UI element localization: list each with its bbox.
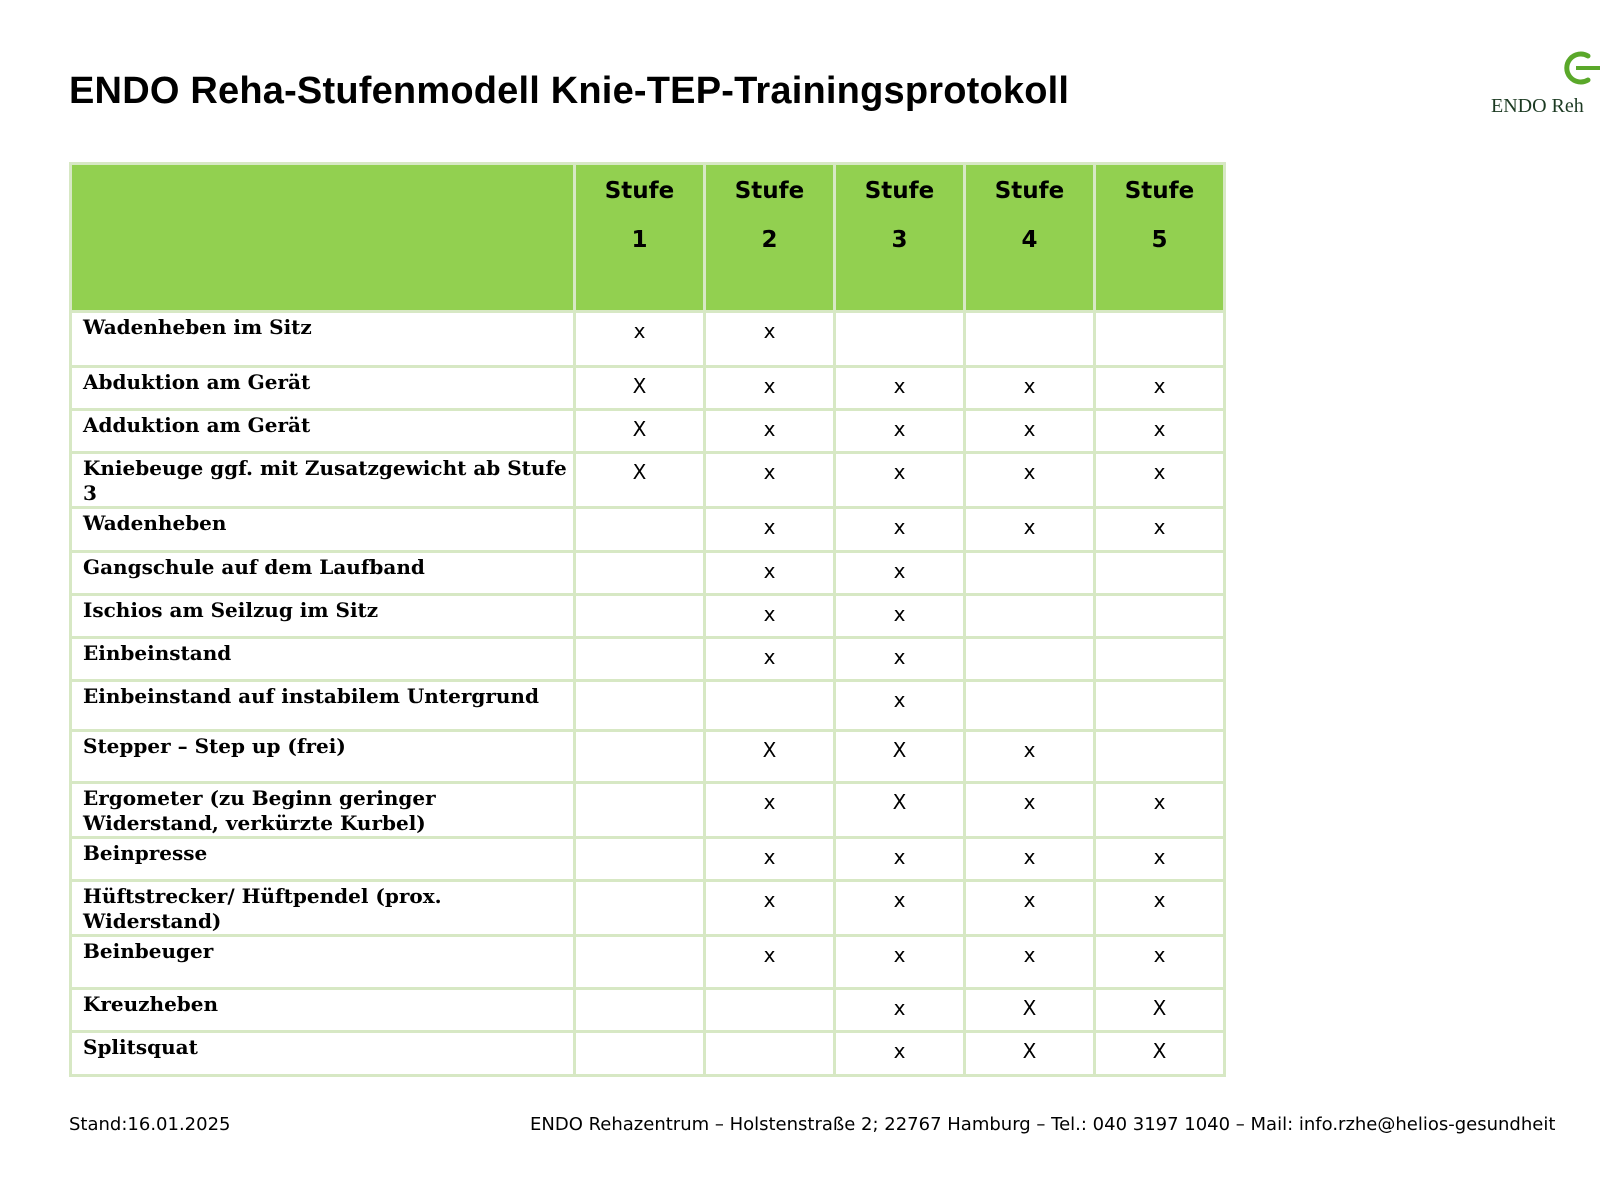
stage-mark-5 <box>1095 595 1225 638</box>
exercise-name: Stepper – Step up (frei) <box>71 731 575 783</box>
stage-mark-1 <box>575 552 705 595</box>
stage-mark-5: X <box>1095 989 1225 1032</box>
stage-mark-3: x <box>835 681 965 731</box>
stage-header-5 <box>1095 164 1225 312</box>
logo-text: ENDO Reh <box>1491 95 1584 117</box>
stage-mark-3 <box>835 312 965 367</box>
exercise-name: Beinbeuger <box>71 936 575 989</box>
stage-header-1 <box>575 164 705 312</box>
exercise-name: Beinpresse <box>71 838 575 881</box>
footer-address: ENDO Rehazentrum – Holstenstraße 2; 22767 Hamburg – Tel.: 040 3197 1040 – Mail: info.rzhe@helios-gesundheit <box>530 1114 1556 1135</box>
exercise-name: Abduktion am Gerät <box>71 367 575 410</box>
exercise-name: Wadenheben <box>71 508 575 552</box>
stage-mark-4 <box>965 638 1095 681</box>
stage-mark-1 <box>575 508 705 552</box>
stage-number: 2 <box>761 227 778 253</box>
exercise-name: Ergometer (zu Beginn geringer Widerstand, verkürzte Kurbel) <box>71 783 575 838</box>
stage-mark-5 <box>1095 731 1225 783</box>
stage-mark-4 <box>965 681 1095 731</box>
stage-mark-5 <box>1095 681 1225 731</box>
stage-mark-3: X <box>835 783 965 838</box>
table-row <box>71 508 1225 552</box>
table-row <box>71 552 1225 595</box>
table-row <box>71 681 1225 731</box>
stage-mark-1 <box>575 838 705 881</box>
stage-mark-4 <box>965 552 1095 595</box>
table-header-row <box>71 164 1225 312</box>
stage-mark-4: x <box>965 838 1095 881</box>
stage-mark-2 <box>705 681 835 731</box>
stage-mark-5 <box>1095 638 1225 681</box>
stage-mark-3: x <box>835 552 965 595</box>
stage-mark-4: x <box>965 410 1095 453</box>
exercise-name: Adduktion am Gerät <box>71 410 575 453</box>
stage-mark-2 <box>705 1032 835 1076</box>
stage-mark-5: x <box>1095 410 1225 453</box>
exercise-name: Kreuzheben <box>71 989 575 1032</box>
stage-mark-4: x <box>965 881 1095 936</box>
stage-mark-2: x <box>705 838 835 881</box>
table-row <box>71 936 1225 989</box>
stage-mark-3: x <box>835 1032 965 1076</box>
stage-mark-5: x <box>1095 367 1225 410</box>
stage-mark-1 <box>575 989 705 1032</box>
endo-logo-icon <box>1558 48 1600 88</box>
stage-mark-3: x <box>835 453 965 508</box>
stage-mark-4: x <box>965 936 1095 989</box>
exercise-name: Einbeinstand <box>71 638 575 681</box>
stage-mark-1 <box>575 681 705 731</box>
stage-mark-3: x <box>835 838 965 881</box>
table-row <box>71 595 1225 638</box>
stage-mark-1: X <box>575 453 705 508</box>
stage-mark-4: x <box>965 731 1095 783</box>
exercise-name: Einbeinstand auf instabilem Untergrund <box>71 681 575 731</box>
stage-mark-2 <box>705 989 835 1032</box>
page-title: ENDO Reha-Stufenmodell Knie-TEP-Trainingsprotokoll <box>69 70 1070 112</box>
stage-header-4 <box>965 164 1095 312</box>
stage-mark-1: x <box>575 312 705 367</box>
stage-mark-4: x <box>965 453 1095 508</box>
stage-mark-3: x <box>835 367 965 410</box>
stage-label: Stufe <box>994 178 1065 204</box>
table-row <box>71 367 1225 410</box>
table-row <box>71 838 1225 881</box>
table-row <box>71 881 1225 936</box>
stage-label: Stufe <box>604 178 675 204</box>
table-row <box>71 410 1225 453</box>
stage-mark-2: x <box>705 410 835 453</box>
stage-label: Stufe <box>734 178 805 204</box>
stage-mark-2: x <box>705 638 835 681</box>
stage-mark-1: X <box>575 410 705 453</box>
stage-mark-2: x <box>705 552 835 595</box>
stage-mark-5: x <box>1095 453 1225 508</box>
stage-mark-5: x <box>1095 783 1225 838</box>
stage-mark-2: x <box>705 881 835 936</box>
endo-logo <box>1490 48 1600 123</box>
footer-date: Stand:16.01.2025 <box>69 1114 231 1135</box>
stage-mark-2: X <box>705 731 835 783</box>
exercise-name: Ischios am Seilzug im Sitz <box>71 595 575 638</box>
exercise-name: Wadenheben im Sitz <box>71 312 575 367</box>
stage-mark-4: x <box>965 367 1095 410</box>
stage-header-2 <box>705 164 835 312</box>
stage-mark-1 <box>575 881 705 936</box>
stage-mark-3: x <box>835 508 965 552</box>
stage-label: Stufe <box>1124 178 1195 204</box>
stage-mark-5: x <box>1095 838 1225 881</box>
stage-mark-1 <box>575 1032 705 1076</box>
stage-mark-2: x <box>705 453 835 508</box>
stage-mark-1 <box>575 638 705 681</box>
stage-mark-1 <box>575 783 705 838</box>
stage-mark-4: X <box>965 989 1095 1032</box>
stage-mark-4 <box>965 595 1095 638</box>
table-row <box>71 783 1225 838</box>
stage-mark-3: x <box>835 410 965 453</box>
stage-mark-5: X <box>1095 1032 1225 1076</box>
stage-mark-5 <box>1095 312 1225 367</box>
stage-mark-5: x <box>1095 936 1225 989</box>
table-row <box>71 638 1225 681</box>
stage-mark-3: x <box>835 881 965 936</box>
table-row <box>71 731 1225 783</box>
stage-mark-2: x <box>705 595 835 638</box>
stage-mark-5: x <box>1095 508 1225 552</box>
table-row <box>71 453 1225 508</box>
stage-mark-1 <box>575 731 705 783</box>
stage-number: 5 <box>1151 227 1168 253</box>
stage-mark-1 <box>575 936 705 989</box>
exercise-name: Hüftstrecker/ Hüftpendel (prox. Widerstand) <box>71 881 575 936</box>
stage-mark-4: X <box>965 1032 1095 1076</box>
stage-mark-2: x <box>705 783 835 838</box>
stage-number: 3 <box>891 227 908 253</box>
stage-number: 1 <box>631 227 648 253</box>
stage-mark-2: x <box>705 508 835 552</box>
stage-mark-5: x <box>1095 881 1225 936</box>
stage-mark-2: x <box>705 367 835 410</box>
stage-mark-3: x <box>835 595 965 638</box>
table-row <box>71 312 1225 367</box>
stage-mark-4: x <box>965 783 1095 838</box>
table-row <box>71 989 1225 1032</box>
stage-mark-4: x <box>965 508 1095 552</box>
exercise-name: Gangschule auf dem Laufband <box>71 552 575 595</box>
training-protocol-table <box>69 162 1226 1077</box>
table-row <box>71 1032 1225 1076</box>
stage-mark-3: X <box>835 731 965 783</box>
stage-mark-3: x <box>835 638 965 681</box>
stage-mark-1 <box>575 595 705 638</box>
header-empty-cell <box>71 164 575 312</box>
stage-mark-2: x <box>705 936 835 989</box>
stage-mark-2: x <box>705 312 835 367</box>
stage-mark-4 <box>965 312 1095 367</box>
stage-label: Stufe <box>864 178 935 204</box>
stage-mark-5 <box>1095 552 1225 595</box>
stage-mark-3: x <box>835 936 965 989</box>
stage-mark-3: x <box>835 989 965 1032</box>
exercise-name: Kniebeuge ggf. mit Zusatzgewicht ab Stufe 3 <box>71 453 575 508</box>
stage-header-3 <box>835 164 965 312</box>
stage-mark-1: X <box>575 367 705 410</box>
stage-number: 4 <box>1021 227 1038 253</box>
exercise-name: Splitsquat <box>71 1032 575 1076</box>
